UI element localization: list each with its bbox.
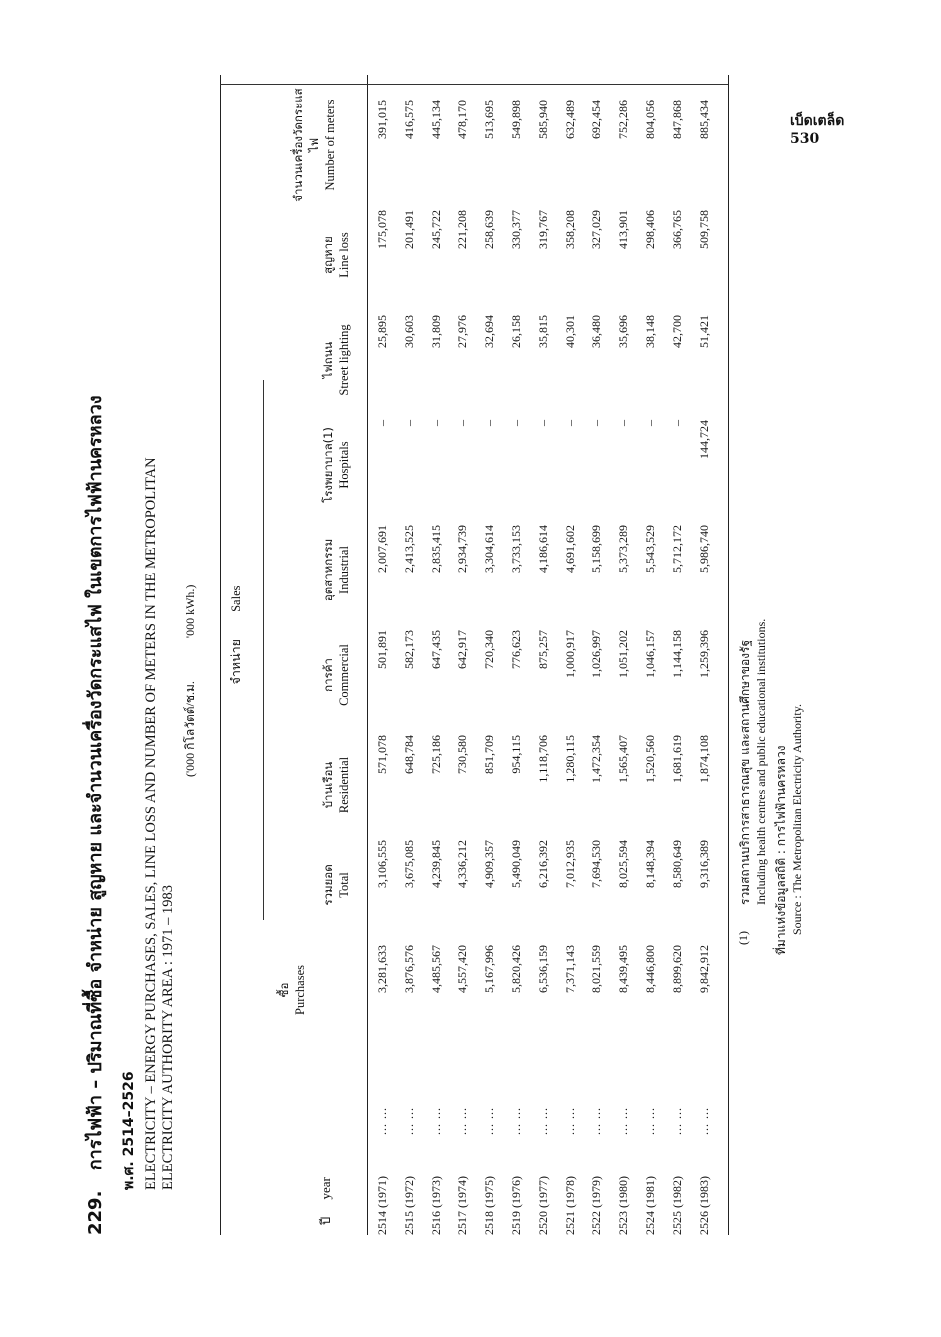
industrial-header-english: Industrial (337, 546, 351, 594)
meters-header (290, 85, 338, 205)
lineloss-cell: 327,029 (589, 210, 604, 249)
line-loss-header (320, 205, 352, 305)
commercial-cell: 1,259,396 (696, 630, 711, 678)
residential-cell: 954,115 (509, 735, 523, 774)
street-cell: 38,148 (643, 315, 657, 348)
industrial-cell: 4,691,602 (562, 525, 577, 573)
total-cell: 8,025,594 (616, 840, 631, 888)
table-row (563, 75, 591, 1235)
purchases-cell: 8,021,559 (589, 945, 604, 993)
residential-cell: 730,580 (455, 735, 470, 774)
commercial-cell: 582,173 (401, 630, 416, 669)
page-mark (790, 112, 910, 148)
street-cell: 35,815 (535, 315, 550, 348)
unit-english: '000 kWh.) (183, 584, 197, 639)
table-row (402, 75, 430, 1235)
purchases-cell: 9,842,912 (696, 945, 711, 993)
total-cell: 5,490,049 (509, 840, 523, 888)
total-cell: 8,148,394 (643, 840, 657, 888)
rotated-table-region (80, 75, 804, 1235)
sales-english: Sales (229, 585, 243, 612)
sales-span-rule (263, 380, 264, 920)
residential-cell: 1,280,115 (562, 735, 577, 783)
sales-thai: จำหน่าย (229, 639, 243, 685)
unit-note (181, 545, 200, 777)
footnote-mark: (1) (736, 931, 750, 945)
hospitals-cell: – (509, 420, 523, 426)
lineloss-cell: 201,491 (401, 210, 416, 249)
meters-cell: 513,695 (482, 100, 497, 139)
lineloss-cell: 319,767 (535, 210, 550, 249)
table-row (509, 75, 537, 1235)
hospitals-cell: – (616, 420, 631, 426)
industrial-header (320, 520, 352, 620)
leader-dots: ... ... (401, 1107, 416, 1135)
year-cell: 2514 (1971) (375, 1176, 389, 1235)
total-cell: 7,012,935 (562, 840, 577, 888)
commercial-cell: 1,144,158 (669, 630, 684, 678)
street-cell: 51,421 (696, 315, 711, 348)
hospitals-cell: – (535, 420, 550, 426)
lineloss-cell: 413,901 (616, 210, 631, 249)
purchases-cell: 4,557,420 (455, 945, 470, 993)
lineloss-cell: 298,406 (643, 210, 657, 249)
source-english: Source : The Metropolitan Electricity Authority. (790, 704, 804, 935)
lineloss-cell: 221,208 (455, 210, 470, 249)
leader-dots: ... ... (375, 1107, 389, 1135)
meters-cell: 752,286 (616, 100, 631, 139)
street-lighting-header-thai: ไฟถนน (321, 341, 335, 379)
table-row (670, 75, 698, 1235)
purchases-header-english: Purchases (293, 965, 307, 1015)
table-row (536, 75, 564, 1235)
street-cell: 31,809 (428, 315, 443, 348)
table-number: 229. (85, 1190, 106, 1235)
table-title-thai: การไฟฟ้า – ปริมาณที่ซื้อ จำหน่าย สูญหาย และจำนวนเครื่องวัดกระแสไฟ ในเขตการไฟฟ้านครหลวง (85, 395, 106, 1171)
top-rule (220, 75, 221, 1235)
industrial-cell: 2,413,525 (401, 525, 416, 573)
commercial-cell: 501,891 (375, 630, 389, 669)
street-cell: 27,976 (455, 315, 470, 348)
industrial-cell: 5,373,289 (616, 525, 631, 573)
hospitals-header (320, 410, 352, 520)
lineloss-cell: 175,078 (375, 210, 389, 249)
commercial-cell: 720,340 (482, 630, 497, 669)
leader-dots: ... ... (696, 1107, 711, 1135)
street-cell: 40,301 (562, 315, 577, 348)
hospitals-cell: – (401, 420, 416, 426)
total-cell: 6,216,392 (535, 840, 550, 888)
year-cell: 2523 (1980) (616, 1176, 631, 1235)
leader-dots: ... ... (428, 1107, 443, 1135)
meters-cell: 391,015 (375, 100, 389, 139)
street-cell: 36,480 (589, 315, 604, 348)
meters-cell: 885,434 (696, 100, 711, 139)
meters-cell: 445,134 (428, 100, 443, 139)
meters-cell: 549,898 (509, 100, 523, 139)
table-row (482, 75, 510, 1235)
total-header (320, 835, 352, 935)
street-lighting-header (320, 305, 352, 415)
industrial-cell: 5,158,699 (589, 525, 604, 573)
industrial-cell: 3,733,153 (509, 525, 523, 573)
sales-group-header (226, 455, 246, 815)
total-header-english: Total (337, 872, 351, 898)
line-loss-header-english: Line loss (337, 232, 351, 278)
page-number: 530 (790, 131, 820, 147)
table-subtitle-thai: พ.ศ. 2514–2526 (121, 1071, 137, 1190)
residential-cell: 571,078 (375, 735, 389, 774)
lineloss-cell: 258,639 (482, 210, 497, 249)
year-header-english: year (318, 1177, 333, 1200)
commercial-cell: 642,917 (455, 630, 470, 669)
total-cell: 4,909,357 (482, 840, 497, 888)
hospitals-cell: – (669, 420, 684, 426)
footnote-english: Including health centres and public educational institutions. (754, 618, 768, 905)
industrial-cell: 5,712,172 (669, 525, 684, 573)
meters-cell: 478,170 (455, 100, 470, 139)
leader-dots: ... ... (643, 1107, 657, 1135)
purchases-cell: 6,536,159 (535, 945, 550, 993)
street-cell: 32,694 (482, 315, 497, 348)
table-row (643, 75, 671, 1235)
total-cell: 4,336,212 (455, 840, 470, 888)
purchases-cell: 8,899,620 (669, 945, 684, 993)
leader-dots: ... ... (616, 1107, 631, 1135)
purchases-cell: 3,281,633 (375, 945, 389, 993)
year-cell: 2517 (1974) (455, 1176, 470, 1235)
table-title-english-2: ELECTRICITY AUTHORITY AREA : 1971 – 1983 (160, 884, 176, 1190)
street-cell: 26,158 (509, 315, 523, 348)
street-cell: 35,696 (616, 315, 631, 348)
meters-cell: 804,056 (643, 100, 657, 139)
industrial-cell: 2,835,415 (428, 525, 443, 573)
section-label: เบ็ดเตล็ด (790, 113, 845, 129)
line-loss-header-thai: สูญหาย (321, 236, 335, 274)
leader-dots: ... ... (589, 1107, 604, 1135)
year-cell: 2521 (1978) (562, 1176, 577, 1235)
meters-cell: 585,940 (535, 100, 550, 139)
table-row (697, 75, 725, 1235)
meters-cell: 632,489 (562, 100, 577, 139)
table-title-english-1: ELECTRICITY – ENERGY PURCHASES, SALES, LINE LOSS AND NUMBER OF METERS IN THE METROPOLITAN (143, 457, 159, 1190)
residential-cell: 725,186 (428, 735, 443, 774)
total-cell: 7,694,530 (589, 840, 604, 888)
year-cell: 2515 (1972) (401, 1176, 416, 1235)
street-cell: 30,603 (401, 315, 416, 348)
purchases-header-thai: ซื้อ (277, 982, 291, 998)
total-header-thai: รวมยอด (321, 864, 335, 906)
hospitals-cell: – (589, 420, 604, 426)
hospitals-cell: – (562, 420, 577, 426)
year-cell: 2524 (1981) (643, 1176, 657, 1235)
residential-cell: 1,520,560 (643, 735, 657, 783)
table-title (80, 85, 109, 1235)
meters-cell: 416,575 (401, 100, 416, 139)
commercial-header-thai: การค้า (321, 658, 335, 692)
lineloss-cell: 330,377 (509, 210, 523, 249)
table-row (375, 75, 403, 1235)
total-cell: 4,239,845 (428, 840, 443, 888)
hospitals-cell: 144,724 (696, 420, 711, 459)
commercial-cell: 1,026,997 (589, 630, 604, 678)
commercial-cell: 875,257 (535, 630, 550, 669)
header-rule (367, 75, 368, 1235)
leader-dots: ... ... (482, 1107, 497, 1135)
year-cell: 2516 (1973) (428, 1176, 443, 1235)
commercial-cell: 776,623 (509, 630, 523, 669)
table-row (429, 75, 457, 1235)
industrial-cell: 5,986,740 (696, 525, 711, 573)
purchases-cell: 8,446,800 (643, 945, 657, 993)
commercial-cell: 1,000,917 (562, 630, 577, 678)
industrial-cell: 2,934,739 (455, 525, 470, 573)
street-cell: 42,700 (669, 315, 684, 348)
year-cell: 2525 (1982) (669, 1176, 684, 1235)
leader-dots: ... ... (455, 1107, 470, 1135)
industrial-cell: 4,186,614 (535, 525, 550, 573)
hospitals-header-english: Hospitals (337, 441, 351, 489)
commercial-header-english: Commercial (337, 644, 351, 706)
purchases-cell: 5,167,996 (482, 945, 497, 993)
year-cell: 2518 (1975) (482, 1176, 497, 1235)
total-cell: 8,580,649 (669, 840, 684, 888)
year-cell: 2526 (1983) (696, 1176, 711, 1235)
lineloss-cell: 366,765 (669, 210, 684, 249)
residential-cell: 648,784 (401, 735, 416, 774)
leader-dots: ... ... (669, 1107, 684, 1135)
meters-cell: 692,454 (589, 100, 604, 139)
purchases-cell: 4,485,567 (428, 945, 443, 993)
purchases-cell: 3,876,576 (401, 945, 416, 993)
purchases-cell: 7,371,143 (562, 945, 577, 993)
table-row (616, 75, 644, 1235)
commercial-cell: 1,046,157 (643, 630, 657, 678)
street-lighting-header-english: Street lighting (337, 324, 351, 396)
commercial-cell: 1,051,202 (616, 630, 631, 678)
source-thai: ที่มาแห่งข้อมูลสถิติ : การไฟฟ้านครหลวง (774, 745, 788, 955)
industrial-header-thai: อุตสาหกรรม (321, 538, 335, 602)
bottom-rule (728, 75, 729, 1235)
commercial-header (320, 625, 352, 725)
hospitals-cell: – (455, 420, 470, 426)
leader-dots: ... ... (562, 1107, 577, 1135)
footnote-thai: รวมสถานบริการสาธารณสุข และสถานศึกษาของรัฐ (738, 639, 752, 905)
year-cell: 2520 (1977) (535, 1176, 550, 1235)
year-column-header (315, 1177, 336, 1225)
residential-header-thai: บ้านเรือน (321, 761, 335, 809)
industrial-cell: 5,543,529 (643, 525, 657, 573)
residential-cell: 1,681,619 (669, 735, 684, 783)
purchases-header (276, 945, 308, 1035)
table-row (455, 75, 483, 1235)
residential-header (320, 735, 352, 835)
leader-dots: ... ... (535, 1107, 550, 1135)
meters-header-thai: จำนวนเครื่องวัดกระแสไฟ (291, 88, 321, 202)
lineloss-cell: 509,758 (696, 210, 711, 249)
hospitals-cell: – (482, 420, 497, 426)
residential-cell: 851,709 (482, 735, 497, 774)
year-cell: 2519 (1976) (509, 1176, 523, 1235)
lineloss-cell: 245,722 (428, 210, 443, 249)
commercial-cell: 647,435 (428, 630, 443, 669)
year-cell: 2522 (1979) (589, 1176, 604, 1235)
lineloss-cell: 358,208 (562, 210, 577, 249)
table-row (589, 75, 617, 1235)
leader-dots: ... ... (509, 1107, 523, 1135)
hospitals-cell: – (375, 420, 389, 426)
residential-cell: 1,874,108 (696, 735, 711, 783)
purchases-cell: 5,820,426 (509, 945, 523, 993)
industrial-cell: 3,304,614 (482, 525, 497, 573)
hospitals-cell: – (428, 420, 443, 426)
meters-cell: 847,868 (669, 100, 684, 139)
unit-thai: ('000 กิโลวัตต์/ช.ม. (183, 681, 197, 777)
residential-header-english: Residential (337, 756, 351, 814)
total-cell: 9,316,389 (696, 840, 711, 888)
meters-header-english: Number of meters (323, 99, 337, 191)
industrial-cell: 2,007,691 (375, 525, 389, 573)
residential-cell: 1,118,706 (535, 735, 550, 783)
total-cell: 3,106,555 (375, 840, 389, 888)
street-cell: 25,895 (375, 315, 389, 348)
year-header-thai: ปี (319, 1216, 334, 1225)
total-cell: 3,675,085 (401, 840, 416, 888)
residential-cell: 1,565,407 (616, 735, 631, 783)
residential-cell: 1,472,354 (589, 735, 604, 783)
hospitals-header-thai: โรงพยาบาล(1) (321, 427, 335, 503)
hospitals-cell: – (643, 420, 657, 426)
purchases-cell: 8,439,495 (616, 945, 631, 993)
